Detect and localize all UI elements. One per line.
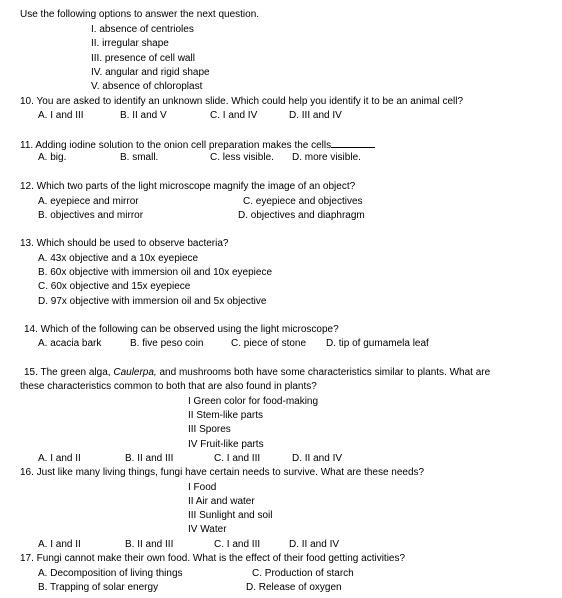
choice-a: A. I and II: [38, 539, 81, 550]
choice-a: A. big.: [38, 152, 67, 163]
question-15-stem-line2: these characteristics common to both that are also found in plants?: [20, 381, 317, 392]
choice-c: C. piece of stone: [231, 338, 307, 349]
choice-a: A. 43x objective and a 10x eyepiece: [38, 253, 199, 264]
choice-b: B. II and III: [125, 539, 174, 550]
question-11-stem: [20, 139, 375, 151]
choice-b: B. II and V: [120, 110, 167, 121]
choice-c: C. I and IV: [210, 110, 258, 121]
choice-a: A. I and II: [38, 453, 81, 464]
choice-b: B. objectives and mirror: [38, 210, 144, 221]
option-item: II Stem-like parts: [188, 410, 264, 421]
choice-b: B. II and III: [125, 453, 174, 464]
choice-d: D. objectives and diaphragm: [238, 210, 365, 221]
answer-blank: [331, 139, 375, 148]
choice-c: C. less visible.: [210, 152, 274, 163]
option-item: IV Water: [188, 524, 227, 535]
choice-c: C. eyepiece and objectives: [243, 196, 363, 207]
question-13-stem: 13. Which should be used to observe bacteria?: [20, 238, 229, 249]
option-item: V. absence of chloroplast: [91, 81, 203, 92]
question-16-stem: 16. Just like many living things, fungi have certain needs to survive. What are these needs?: [20, 467, 425, 478]
choice-d: D. tip of gumamela leaf: [326, 338, 429, 349]
choice-b: B. small.: [120, 152, 159, 163]
choice-b: B. 60x objective with immersion oil and 10x eyepiece: [38, 267, 273, 278]
option-item: II. irregular shape: [91, 38, 169, 49]
choice-d: D. Release of oxygen: [246, 582, 342, 593]
question-12-stem: 12. Which two parts of the light microscope magnify the image of an object?: [20, 181, 356, 192]
option-item: I. absence of centrioles: [91, 24, 194, 35]
stem-part: 15. The green alga,: [24, 367, 111, 378]
question-15-stem: [24, 368, 490, 378]
choice-d: D. II and IV: [292, 453, 343, 464]
question-14-stem: 14. Which of the following can be observed using the light microscope?: [24, 324, 339, 335]
choice-a: A. eyepiece and mirror: [38, 196, 139, 207]
choice-a: A. Decomposition of living things: [38, 568, 183, 579]
question-10-stem: 10. You are asked to identify an unknown slide. Which could help you identify it to be an animal cell?: [20, 96, 464, 107]
choice-a: A. acacia bark: [38, 338, 102, 349]
choice-a: A. I and III: [38, 110, 84, 121]
choice-d: D. more visible.: [292, 152, 361, 163]
option-item: IV Fruit-like parts: [188, 439, 264, 450]
question-11-text: 11. Adding iodine solution to the onion cell preparation makes the cells: [20, 140, 332, 151]
choice-d: D. III and IV: [289, 110, 342, 121]
choice-b: B. five peso coin: [130, 338, 204, 349]
option-item: III Spores: [188, 424, 231, 435]
choice-c: C. Production of starch: [252, 568, 354, 579]
choice-d: D. II and IV: [289, 539, 340, 550]
option-item: III. presence of cell wall: [91, 53, 195, 64]
option-item: I Green color for food-making: [188, 396, 319, 407]
choice-c: C. 60x objective and 15x eyepiece: [38, 281, 191, 292]
species-name: Caulerpa,: [113, 367, 157, 378]
choice-b: B. Trapping of solar energy: [38, 582, 159, 593]
option-item: IV. angular and rigid shape: [91, 67, 210, 78]
option-item: III Sunlight and soil: [188, 510, 273, 521]
choice-d: D. 97x objective with immersion oil and 5x objective: [38, 296, 267, 307]
option-item: I Food: [188, 482, 217, 493]
stem-part: and mushrooms both have some characteristics similar to plants. What are: [159, 367, 491, 378]
choice-c: C. I and III: [214, 453, 261, 464]
instructions: Use the following options to answer the next question.: [20, 9, 260, 20]
option-item: II Air and water: [188, 496, 255, 507]
choice-c: C. I and III: [214, 539, 261, 550]
question-17-stem: 17. Fungi cannot make their own food. What is the effect of their food getting activities?: [20, 553, 406, 564]
